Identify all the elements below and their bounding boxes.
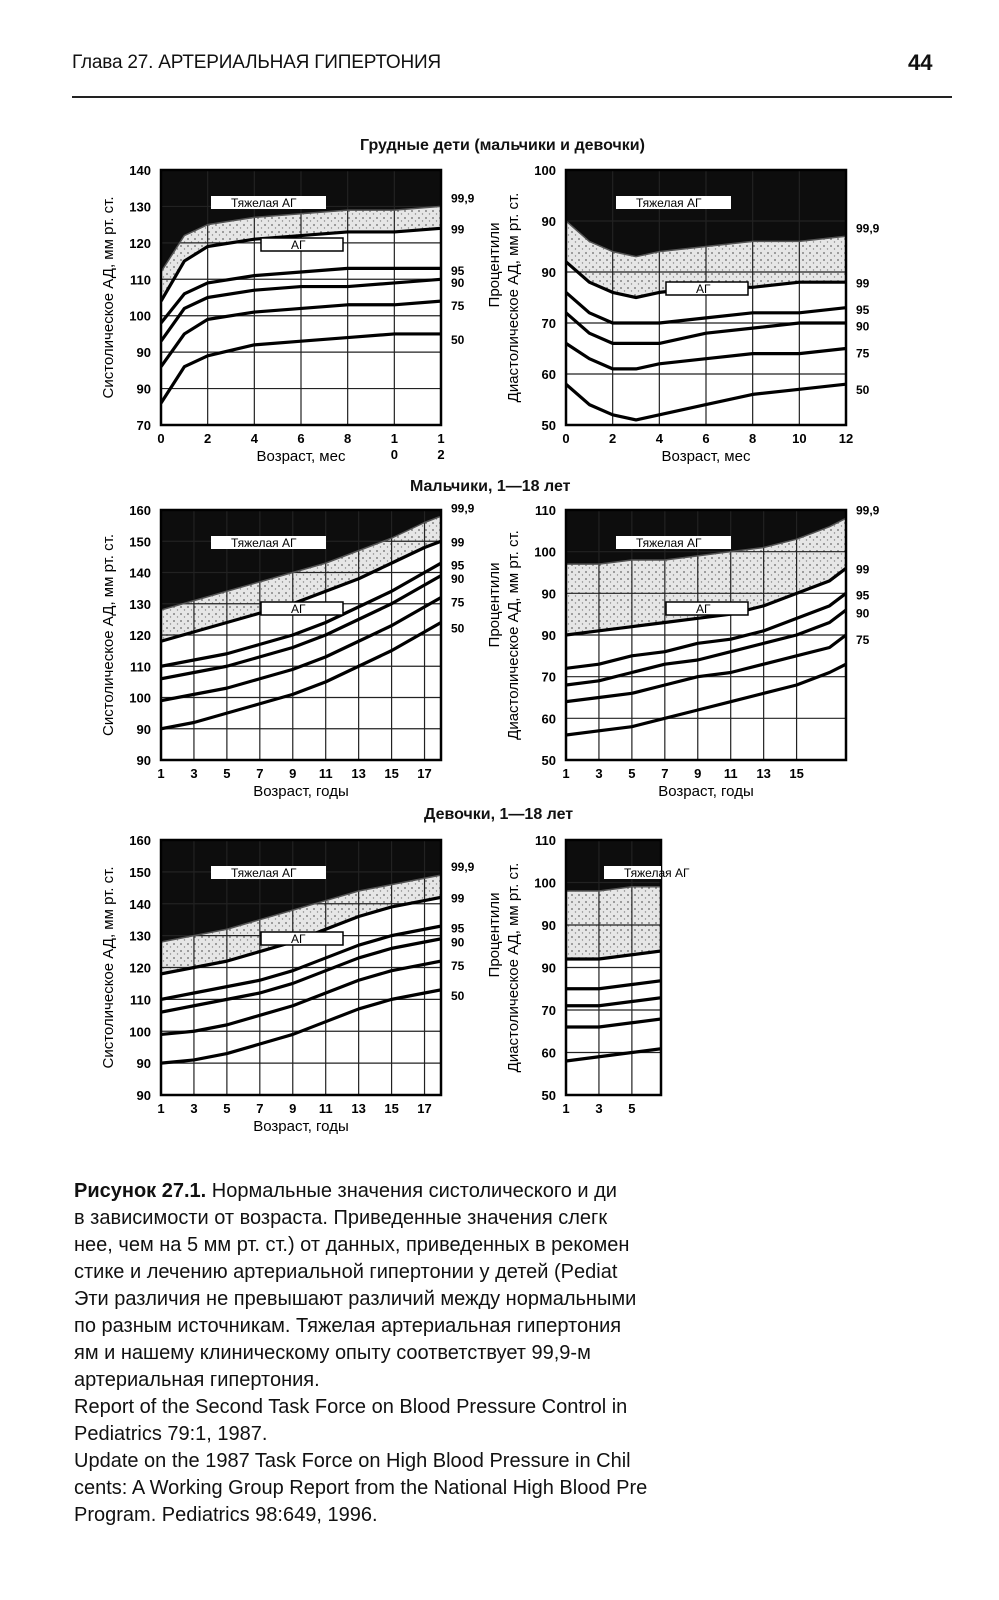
y-tick-label: 110 bbox=[130, 992, 151, 1008]
ag-label: АГ bbox=[291, 238, 306, 252]
percentile-label: 99,9 bbox=[856, 503, 880, 518]
x-tick-label: 3 bbox=[190, 1101, 198, 1116]
x-tick-label: 6 bbox=[702, 431, 710, 446]
y-tick-label: 130 bbox=[129, 928, 151, 944]
y-tick-label: 70 bbox=[136, 418, 151, 433]
x-tick-label: 3 bbox=[595, 766, 603, 781]
y-tick-label: 90 bbox=[541, 214, 556, 229]
x-tick-label: 7 bbox=[661, 766, 669, 781]
x-axis-label: Возраст, годы bbox=[253, 783, 349, 800]
percentile-label: 75 bbox=[451, 958, 465, 973]
x-axis-label: Возраст, мес bbox=[256, 448, 346, 465]
section-title-boys: Мальчики, 1—18 лет bbox=[410, 478, 571, 495]
y-axis-label: Диастолическое АД, мм рт. ст. bbox=[505, 192, 522, 403]
percentiles-axis-label: Процентили bbox=[486, 222, 503, 308]
y-tick-label: 120 bbox=[129, 235, 151, 251]
percentile-label: 99,9 bbox=[451, 860, 475, 875]
y-tick-label: 100 bbox=[129, 690, 151, 706]
caption-figure-number: Рисунок 27.1. bbox=[74, 1180, 207, 1202]
x-tick-label: 3 bbox=[595, 1101, 603, 1116]
caption-line: Рисунок 27.1. Нормальные значения систолического и ди bbox=[74, 1180, 617, 1202]
x-tick-label: 1 bbox=[562, 1101, 570, 1116]
percentiles-axis-label: Процентили bbox=[486, 892, 503, 978]
x-tick-label: 13 bbox=[351, 1101, 366, 1116]
x-tick-label: 11 bbox=[318, 766, 333, 781]
y-tick-label: 60 bbox=[541, 367, 556, 382]
chapter-header: Глава 27. АРТЕРИАЛЬНАЯ ГИПЕРТОНИЯ bbox=[72, 52, 441, 73]
y-tick-label: 150 bbox=[129, 864, 151, 880]
caption-line: стике и лечению артериальной гипертонии у детей (Pediat bbox=[74, 1261, 618, 1283]
y-tick-label: 90 bbox=[541, 586, 556, 602]
y-tick-label: 50 bbox=[541, 1088, 556, 1103]
severe-label: Тяжелая АГ bbox=[636, 536, 702, 550]
caption-line: Report of the Second Task Force on Blood Pressure Control in bbox=[74, 1396, 628, 1418]
severe-label: Тяжелая АГ bbox=[624, 866, 690, 880]
percentile-label: 99,9 bbox=[451, 191, 475, 206]
y-axis-label: Систолическое АД, мм рт. ст. bbox=[100, 196, 117, 399]
x-tick-label: 15 bbox=[789, 766, 804, 781]
y-tick-label: 100 bbox=[534, 544, 556, 560]
x-tick-label: 1 bbox=[157, 1101, 165, 1116]
y-tick-label: 110 bbox=[535, 833, 556, 848]
y-tick-label: 90 bbox=[136, 345, 151, 361]
y-tick-label: 100 bbox=[129, 308, 151, 324]
x-tick-label: 5 bbox=[628, 1101, 636, 1116]
percentile-label: 95 bbox=[451, 558, 465, 573]
x-tick-label: 15 bbox=[384, 1101, 399, 1116]
y-tick-label: 120 bbox=[129, 960, 151, 976]
x-tick-label: 8 bbox=[344, 431, 352, 446]
x-tick-label: 7 bbox=[256, 766, 264, 781]
y-tick-label: 150 bbox=[129, 534, 151, 550]
severe-label: Тяжелая АГ bbox=[636, 196, 702, 210]
caption-line: cents: A Working Group Report from the National High Blood Pre bbox=[74, 1477, 648, 1499]
x-tick-label: 0 bbox=[157, 431, 165, 446]
percentile-label: 99 bbox=[451, 222, 465, 237]
percentile-label: 50 bbox=[856, 383, 870, 398]
x-tick-label: 5 bbox=[223, 1101, 231, 1116]
caption-line: Pediatrics 79:1, 1987. bbox=[74, 1423, 268, 1445]
y-tick-label: 140 bbox=[129, 896, 151, 912]
y-tick-label: 90 bbox=[541, 265, 556, 280]
x-tick-label: 0 bbox=[390, 447, 398, 462]
x-tick-label: 12 bbox=[838, 431, 854, 446]
x-tick-label: 1 bbox=[157, 766, 165, 781]
figure-caption bbox=[74, 1178, 794, 1529]
percentile-label: 75 bbox=[451, 298, 465, 313]
x-tick-label: 4 bbox=[250, 431, 258, 446]
chart-infant-systolic bbox=[95, 160, 515, 470]
caption-line: в зависимости от возраста. Приведенные значения слегк bbox=[74, 1207, 608, 1229]
y-tick-label: 140 bbox=[129, 565, 151, 581]
percentile-label: 75 bbox=[451, 595, 465, 610]
ag-label: АГ bbox=[696, 282, 711, 296]
y-tick-label: 90 bbox=[136, 721, 151, 737]
percentile-label: 50 bbox=[451, 332, 465, 347]
y-axis-label: Систолическое АД, мм рт. ст. bbox=[100, 533, 117, 737]
caption-line: по разным источникам. Тяжелая артериальная гипертония bbox=[74, 1315, 622, 1337]
caption-line: ям и нашему клиническому опыту соответствует 99,9-м bbox=[74, 1342, 591, 1364]
x-axis-label: Возраст, мес bbox=[661, 448, 751, 465]
x-tick-label: 9 bbox=[289, 1101, 297, 1116]
percentile-label: 50 bbox=[451, 988, 465, 1003]
x-tick-label: 10 bbox=[792, 431, 807, 446]
percentile-label: 90 bbox=[856, 319, 870, 334]
section-title-girls: Девочки, 1—18 лет bbox=[424, 806, 574, 823]
chart-girls-diastolic bbox=[500, 830, 920, 1140]
y-tick-label: 160 bbox=[129, 503, 151, 518]
y-tick-label: 90 bbox=[136, 1088, 151, 1103]
percentile-label: 99 bbox=[451, 535, 465, 550]
severe-label: Тяжелая АГ bbox=[231, 866, 297, 880]
x-tick-label: 8 bbox=[749, 431, 757, 446]
y-tick-label: 90 bbox=[136, 1056, 151, 1072]
caption-line: Program. Pediatrics 98:649, 1996. bbox=[74, 1504, 378, 1526]
ag-label: АГ bbox=[291, 932, 306, 946]
percentiles-axis-label: Процентили bbox=[486, 562, 503, 648]
percentile-label: 99,9 bbox=[451, 501, 475, 516]
section-title-infants: Грудные дети (мальчики и девочки) bbox=[360, 137, 645, 154]
y-axis-label: Диастолическое АД, мм рт. ст. bbox=[505, 530, 522, 740]
x-tick-label: 2 bbox=[437, 447, 445, 462]
percentile-label: 99 bbox=[451, 891, 465, 906]
x-tick-label: 15 bbox=[384, 766, 399, 781]
x-tick-label: 13 bbox=[351, 766, 366, 781]
percentile-label: 95 bbox=[856, 588, 870, 603]
x-tick-label: 1 bbox=[562, 766, 570, 781]
header-rule bbox=[72, 96, 952, 98]
x-tick-label: 17 bbox=[417, 766, 432, 781]
percentile-label: 90 bbox=[451, 275, 465, 290]
y-tick-label: 90 bbox=[541, 918, 556, 933]
y-tick-label: 90 bbox=[136, 753, 151, 768]
ag-label: АГ bbox=[291, 602, 306, 616]
x-tick-label: 0 bbox=[562, 431, 570, 446]
y-tick-label: 160 bbox=[129, 833, 151, 848]
x-tick-label: 5 bbox=[628, 766, 636, 781]
y-tick-label: 90 bbox=[541, 628, 556, 643]
x-tick-label: 2 bbox=[204, 431, 212, 446]
x-tick-label: 7 bbox=[256, 1101, 264, 1116]
y-tick-label: 70 bbox=[541, 316, 556, 331]
x-tick-label: 4 bbox=[655, 431, 663, 446]
page-number: 44 bbox=[908, 50, 933, 75]
chart-girls-systolic bbox=[95, 830, 515, 1140]
x-tick-label: 11 bbox=[318, 1101, 333, 1116]
y-tick-label: 100 bbox=[129, 1024, 151, 1040]
x-tick-label: 9 bbox=[694, 766, 702, 781]
chart-boys-diastolic bbox=[500, 500, 920, 800]
y-tick-label: 130 bbox=[129, 199, 151, 215]
y-tick-label: 110 bbox=[535, 503, 556, 518]
y-tick-label: 50 bbox=[541, 418, 556, 433]
x-tick-label: 11 bbox=[723, 766, 738, 781]
x-tick-label: 2 bbox=[609, 431, 617, 446]
x-tick-label: 3 bbox=[190, 766, 198, 781]
y-tick-label: 140 bbox=[129, 163, 151, 178]
severe-label: Тяжелая АГ bbox=[231, 536, 297, 550]
y-tick-label: 90 bbox=[541, 960, 556, 976]
percentile-label: 99 bbox=[856, 276, 870, 291]
x-tick-label: 13 bbox=[756, 766, 771, 781]
y-tick-label: 90 bbox=[136, 381, 151, 397]
x-tick-label: 1 bbox=[437, 431, 445, 446]
x-axis-label: Возраст, годы bbox=[658, 783, 754, 800]
percentile-label: 99,9 bbox=[856, 221, 880, 236]
y-tick-label: 60 bbox=[541, 1045, 556, 1061]
x-tick-label: 5 bbox=[223, 766, 231, 781]
y-tick-label: 100 bbox=[534, 163, 556, 178]
chart-boys-systolic bbox=[95, 500, 515, 800]
severe-label: Тяжелая АГ bbox=[231, 196, 297, 210]
percentile-label: 95 bbox=[451, 263, 465, 278]
y-tick-label: 70 bbox=[541, 669, 556, 685]
caption-line: артериальная гипертония. bbox=[74, 1369, 320, 1391]
caption-line: Эти различия не превышают различий между нормальными bbox=[74, 1288, 637, 1310]
percentile-label: 50 bbox=[451, 621, 465, 636]
x-tick-label: 6 bbox=[297, 431, 305, 446]
percentile-label: 95 bbox=[451, 921, 465, 936]
x-axis-label: Возраст, годы bbox=[253, 1118, 349, 1135]
x-tick-label: 9 bbox=[289, 766, 297, 781]
y-tick-label: 110 bbox=[130, 659, 151, 675]
percentile-label: 90 bbox=[856, 606, 870, 621]
y-tick-label: 70 bbox=[541, 1003, 556, 1018]
y-tick-label: 120 bbox=[129, 628, 151, 643]
caption-line: нее, чем на 5 мм рт. ст.) от данных, приведенных в рекомен bbox=[74, 1234, 630, 1256]
y-axis-label: Систолическое АД, мм рт. ст. bbox=[100, 866, 117, 1069]
percentile-label: 75 bbox=[856, 346, 870, 361]
percentile-label: 95 bbox=[856, 303, 870, 318]
y-tick-label: 130 bbox=[129, 596, 151, 612]
percentile-label: 75 bbox=[856, 632, 870, 647]
y-tick-label: 110 bbox=[130, 272, 151, 288]
y-tick-label: 50 bbox=[541, 753, 556, 768]
x-tick-label: 17 bbox=[417, 1101, 432, 1116]
x-tick-label: 1 bbox=[390, 431, 398, 446]
caption-line: Update on the 1987 Task Force on High Blood Pressure in Chil bbox=[74, 1450, 631, 1472]
chart-infant-diastolic bbox=[500, 160, 920, 470]
severe-zone bbox=[566, 840, 846, 891]
percentile-label: 99 bbox=[856, 562, 870, 577]
y-axis-label: Диастолическое АД, мм рт. ст. bbox=[505, 862, 522, 1073]
percentile-label: 90 bbox=[451, 572, 465, 587]
y-tick-label: 60 bbox=[541, 711, 556, 727]
y-tick-label: 100 bbox=[534, 875, 556, 891]
percentile-label: 90 bbox=[451, 935, 465, 950]
ag-label: АГ bbox=[696, 602, 711, 616]
